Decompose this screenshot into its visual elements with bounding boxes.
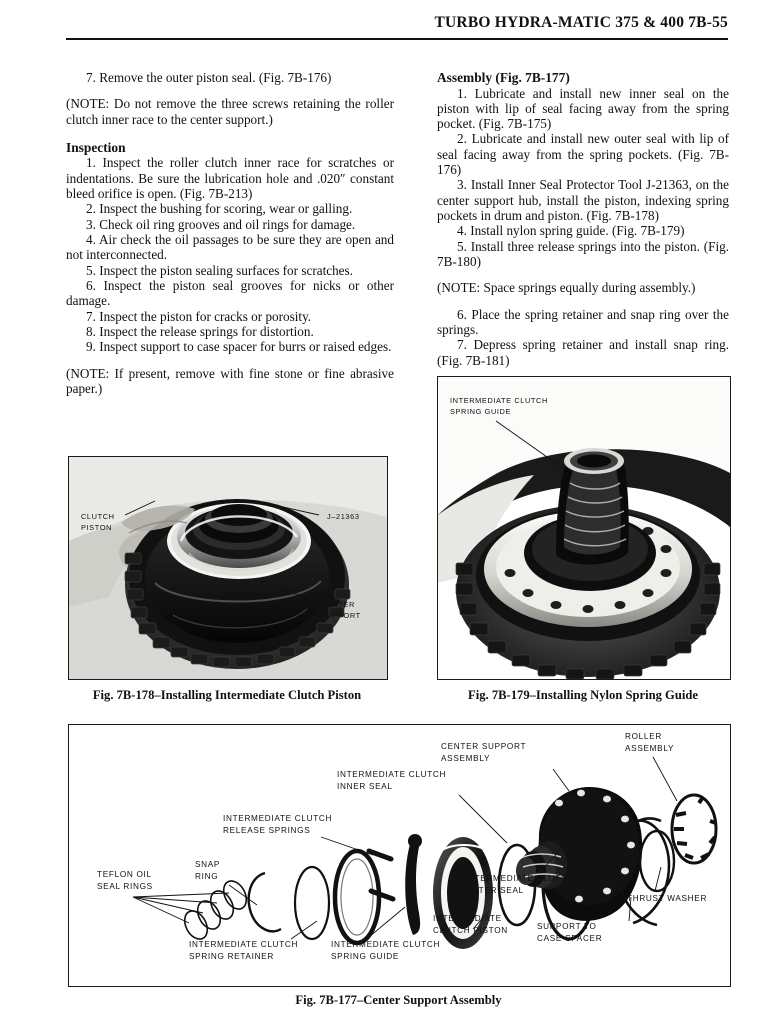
- heading-assembly: Assembly (Fig. 7B-177): [437, 70, 570, 85]
- callout-release-springs-line-1: INTERMEDIATE CLUTCH: [223, 814, 333, 823]
- assembly-item-3: 3. Install Inner Seal Protector Tool J-21363, on the center support hub, install the piston, indexing spring pockets in drum and piston. (Fig. 7B-178): [437, 177, 729, 224]
- note-do-not-remove-screws: (NOTE: Do not remove the three screws retaining the roller clutch inner race to the center support.): [66, 96, 394, 127]
- callout-piston-line-2: CLUTCH PISTON: [433, 926, 508, 935]
- figure-7b-177: [68, 724, 731, 987]
- right-text-column: [437, 70, 729, 368]
- callout-spring-retainer-line-2: SPRING RETAINER: [189, 952, 274, 961]
- callout-center-support-line-1: CENTER: [321, 600, 355, 609]
- inspection-item-7: 7. Inspect the piston for cracks or porosity.: [86, 308, 312, 324]
- left-text-column: [66, 70, 394, 396]
- figure-7b-178-caption: Fig. 7B-178–Installing Intermediate Clutch Piston: [92, 688, 362, 702]
- diagram-center-support-assembly: [69, 725, 730, 986]
- callout-tool-j21363: J–21363: [327, 512, 360, 521]
- callout-teflon-oil-seal-rings-line-1: TEFLON OIL: [97, 870, 152, 879]
- callout-clutch-piston-line-2: PISTON: [81, 523, 112, 532]
- photo-installing-nylon-spring-guide: [438, 377, 730, 679]
- inspection-item-6: 6. Inspect the piston seal grooves for nicks or other damage.: [66, 277, 394, 309]
- heading-inspection: Inspection: [66, 139, 126, 155]
- callout-release-springs-line-2: RELEASE SPRINGS: [223, 826, 311, 835]
- callout-outer-seal-line-1: INTERMEDIATE CLUTCH: [465, 874, 575, 883]
- callout-thrust-washer: THRUST WASHER: [627, 894, 708, 903]
- inspection-item-5: 5. Inspect the piston sealing surfaces for scratches.: [86, 262, 353, 278]
- page-title: TURBO HYDRA-MATIC 375 & 400 7B-55: [434, 14, 728, 31]
- callout-spring-guide-line-2: SPRING GUIDE: [331, 952, 399, 961]
- inspection-item-3: 3. Check oil ring grooves and oil rings for damage.: [86, 216, 356, 232]
- figure-7b-177-caption: Fig. 7B-177–Center Support Assembly: [295, 993, 502, 1007]
- callout-spring-guide-line-1: INTERMEDIATE CLUTCH: [331, 940, 441, 949]
- callout-support-to-case-spacer-line-2: CASE SPACER: [537, 934, 603, 943]
- inspection-item-4: 4. Air check the oil passages to be sure they are open and not interconnected.: [66, 232, 394, 263]
- assembly-item-7: 7. Depress spring retainer and install snap ring. (Fig. 7B-181): [437, 337, 729, 368]
- inspection-item-9: 9. Inspect support to case spacer for burrs or raised edges.: [86, 339, 392, 355]
- note-fine-stone: (NOTE: If present, remove with fine stone or fine abrasive paper.): [66, 365, 394, 396]
- callout-center-support-assembly-line-1: CENTER SUPPORT: [441, 742, 527, 751]
- inspection-item-8: 8. Inspect the release springs for distortion.: [86, 323, 314, 339]
- callout-roller-assembly-line-1: ROLLER: [625, 732, 662, 741]
- callout-piston-line-1: INTERMEDIATE: [433, 914, 502, 923]
- figure-7b-179: [437, 376, 731, 680]
- callout-snap-ring-line-1: SNAP: [195, 860, 221, 869]
- callout-inner-seal-line-1: INTERMEDIATE CLUTCH: [337, 770, 447, 779]
- assembly-item-4: 4. Install nylon spring guide. (Fig. 7B-179): [457, 223, 685, 239]
- callout-teflon-oil-seal-rings-line-2: SEAL RINGS: [97, 882, 153, 891]
- callout-intermediate-clutch-spring-guide-line-2: SPRING GUIDE: [450, 407, 511, 416]
- callout-clutch-piston-line-1: CLUTCH: [81, 512, 115, 521]
- callout-intermediate-clutch-spring-guide-line-1: INTERMEDIATE CLUTCH: [450, 396, 548, 405]
- callout-snap-ring-line-2: RING: [195, 872, 219, 881]
- assembly-item-2: 2. Lubricate and install new outer seal with lip of seal facing away from the spring pockets. (Fig. 7B-176): [437, 131, 729, 178]
- callout-center-support-assembly-line-2: ASSEMBLY: [441, 754, 491, 763]
- assembly-item-6: 6. Place the spring retainer and snap ring over the springs.: [437, 306, 729, 337]
- callout-center-support-line-2: SUPPORT: [321, 611, 361, 620]
- header-divider: [66, 38, 728, 40]
- inspection-item-1: 1. Inspect the roller clutch inner race for scratches or indentations. Be sure the lubrication hole and .020″ constant bleed orifice is open. (Fig. 7B-213): [66, 155, 394, 202]
- inspection-item-2: 2. Inspect the bushing for scoring, wear or galling.: [86, 201, 353, 217]
- page-header: [66, 14, 728, 40]
- note-space-springs: (NOTE: Space springs equally during assembly.): [437, 280, 696, 296]
- callout-spring-retainer-line-1: INTERMEDIATE CLUTCH: [189, 940, 299, 949]
- assembly-item-5: 5. Install three release springs into the piston. (Fig. 7B-180): [437, 238, 729, 269]
- callout-inner-seal-line-2: INNER SEAL: [337, 782, 393, 791]
- callout-outer-seal-line-2: OUTER SEAL: [465, 886, 524, 895]
- callout-support-to-case-spacer-line-1: SUPPORT TO: [537, 922, 597, 931]
- figure-7b-178: [68, 456, 388, 680]
- callout-roller-assembly-line-2: ASSEMBLY: [625, 744, 675, 753]
- paragraph-step-7: 7. Remove the outer piston seal. (Fig. 7B-176): [86, 70, 332, 85]
- assembly-item-1: 1. Lubricate and install new inner seal on the piston with lip of seal facing away from the spring pocket. (Fig. 7B-175): [437, 85, 729, 132]
- photo-installing-intermediate-clutch-piston: [69, 457, 387, 679]
- figure-7b-179-caption: Fig. 7B-179–Installing Nylon Spring Guide: [468, 688, 698, 702]
